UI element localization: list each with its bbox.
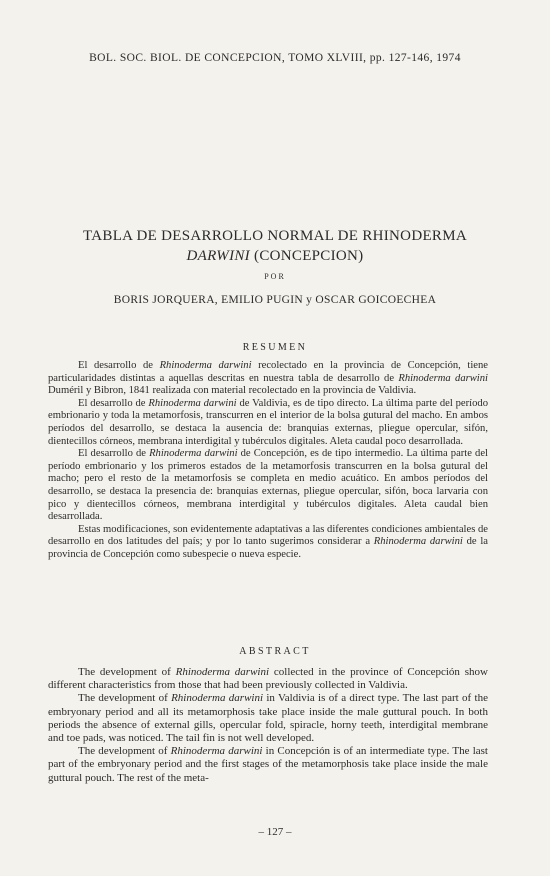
abstract-body [48, 666, 488, 785]
page-number: – 127 – [258, 826, 292, 838]
abstract-paragraph-1: The development of Rhinoderma darwini collected in the province of Concepción show different characteristics from those that had been previously collected in Valdivia. [48, 666, 488, 692]
abstract-paragraph-3: The development of Rhinoderma darwini in Concepción is of an intermediate type. The last part of the embryonary period and the first stages of the metamorphosis take place inside the male guttural pouch. The rest of the meta- [48, 745, 488, 784]
journal-header: BOL. SOC. BIOL. DE CONCEPCION, TOMO XLVIII, pp. 127-146, 1974 [89, 52, 461, 64]
abstract-paragraph-2: The development of Rhinoderma darwini in Valdivia is of a direct type. The last part of the embryonary period and all its metamorphosis take place inside the male guttural pouch. In both periods the absence of external gills, opercular fold, spiracle, horny teeth, interdigital membrane and toe pads, was noticed. The tail fin is not well developed. [48, 692, 488, 745]
resumen-body [48, 360, 488, 562]
resumen-paragraph-1: El desarrollo de Rhinoderma darwini recolectado en la provincia de Concepción, tiene particularidades distintas a aquellas descritas en nuestra tabla de desarrollo de Rhinoderma darwini Duméril y Bibron, 1841 realizada con material recolectado en la provincia de Valdivia. [48, 360, 488, 397]
title-location: (CONCEPCION) [249, 248, 364, 264]
article-title [40, 226, 510, 266]
authors: BORIS JORQUERA, EMILIO PUGIN y OSCAR GOICOECHEA [113, 294, 437, 306]
byline-por: POR [264, 272, 286, 281]
title-species-name: DARWINI [186, 248, 250, 264]
title-line-2 [40, 246, 510, 266]
title-line-1: TABLA DE DESARROLLO NORMAL DE RHINODERMA [83, 228, 467, 244]
resumen-paragraph-2: El desarrollo de Rhinoderma darwini de Valdivia, es de tipo directo. La última parte del período embrionario y toda la metamorfosis, transcurren en el interior de la bolsa gutural del macho. En ambos períodos del desarrollo, se destaca la ausencia de: branquias externas, pliegue opercular, sifón, dientecillos córneos, membrana interdigital y tubérculos digitales. Aleta caudal poco desarrollada. [48, 397, 489, 447]
resumen-paragraph-4: Estas modificaciones, son evidentemente adaptativas a las diferentes condiciones ambientales de desarrollo en dos latitudes del país; y por lo tanto sugerimos considerar a Rhinoderma darwini de la provincia de Concepción como subespecie o nueva especie. [48, 523, 488, 560]
resumen-heading: RESUMEN [242, 342, 308, 353]
resumen-paragraph-3: El desarrollo de Rhinoderma darwini de Concepción, es de tipo intermedio. La última parte del período embrionario y los primeros estados de la metamorfosis transcurren en la bolsa gutural del macho; pero el resto de la metamorfosis se completa en medio acuático. En ambos períodos del desarrollo, se destaca la presencia de: branquias externas, pliegue opercular, sifón, boca larvaria con pico y dientecillos córneos, membrana interdigital y tubérculos digitales. Aleta caudal bien desarrollada. [48, 448, 488, 523]
abstract-heading: ABSTRACT [239, 646, 311, 657]
